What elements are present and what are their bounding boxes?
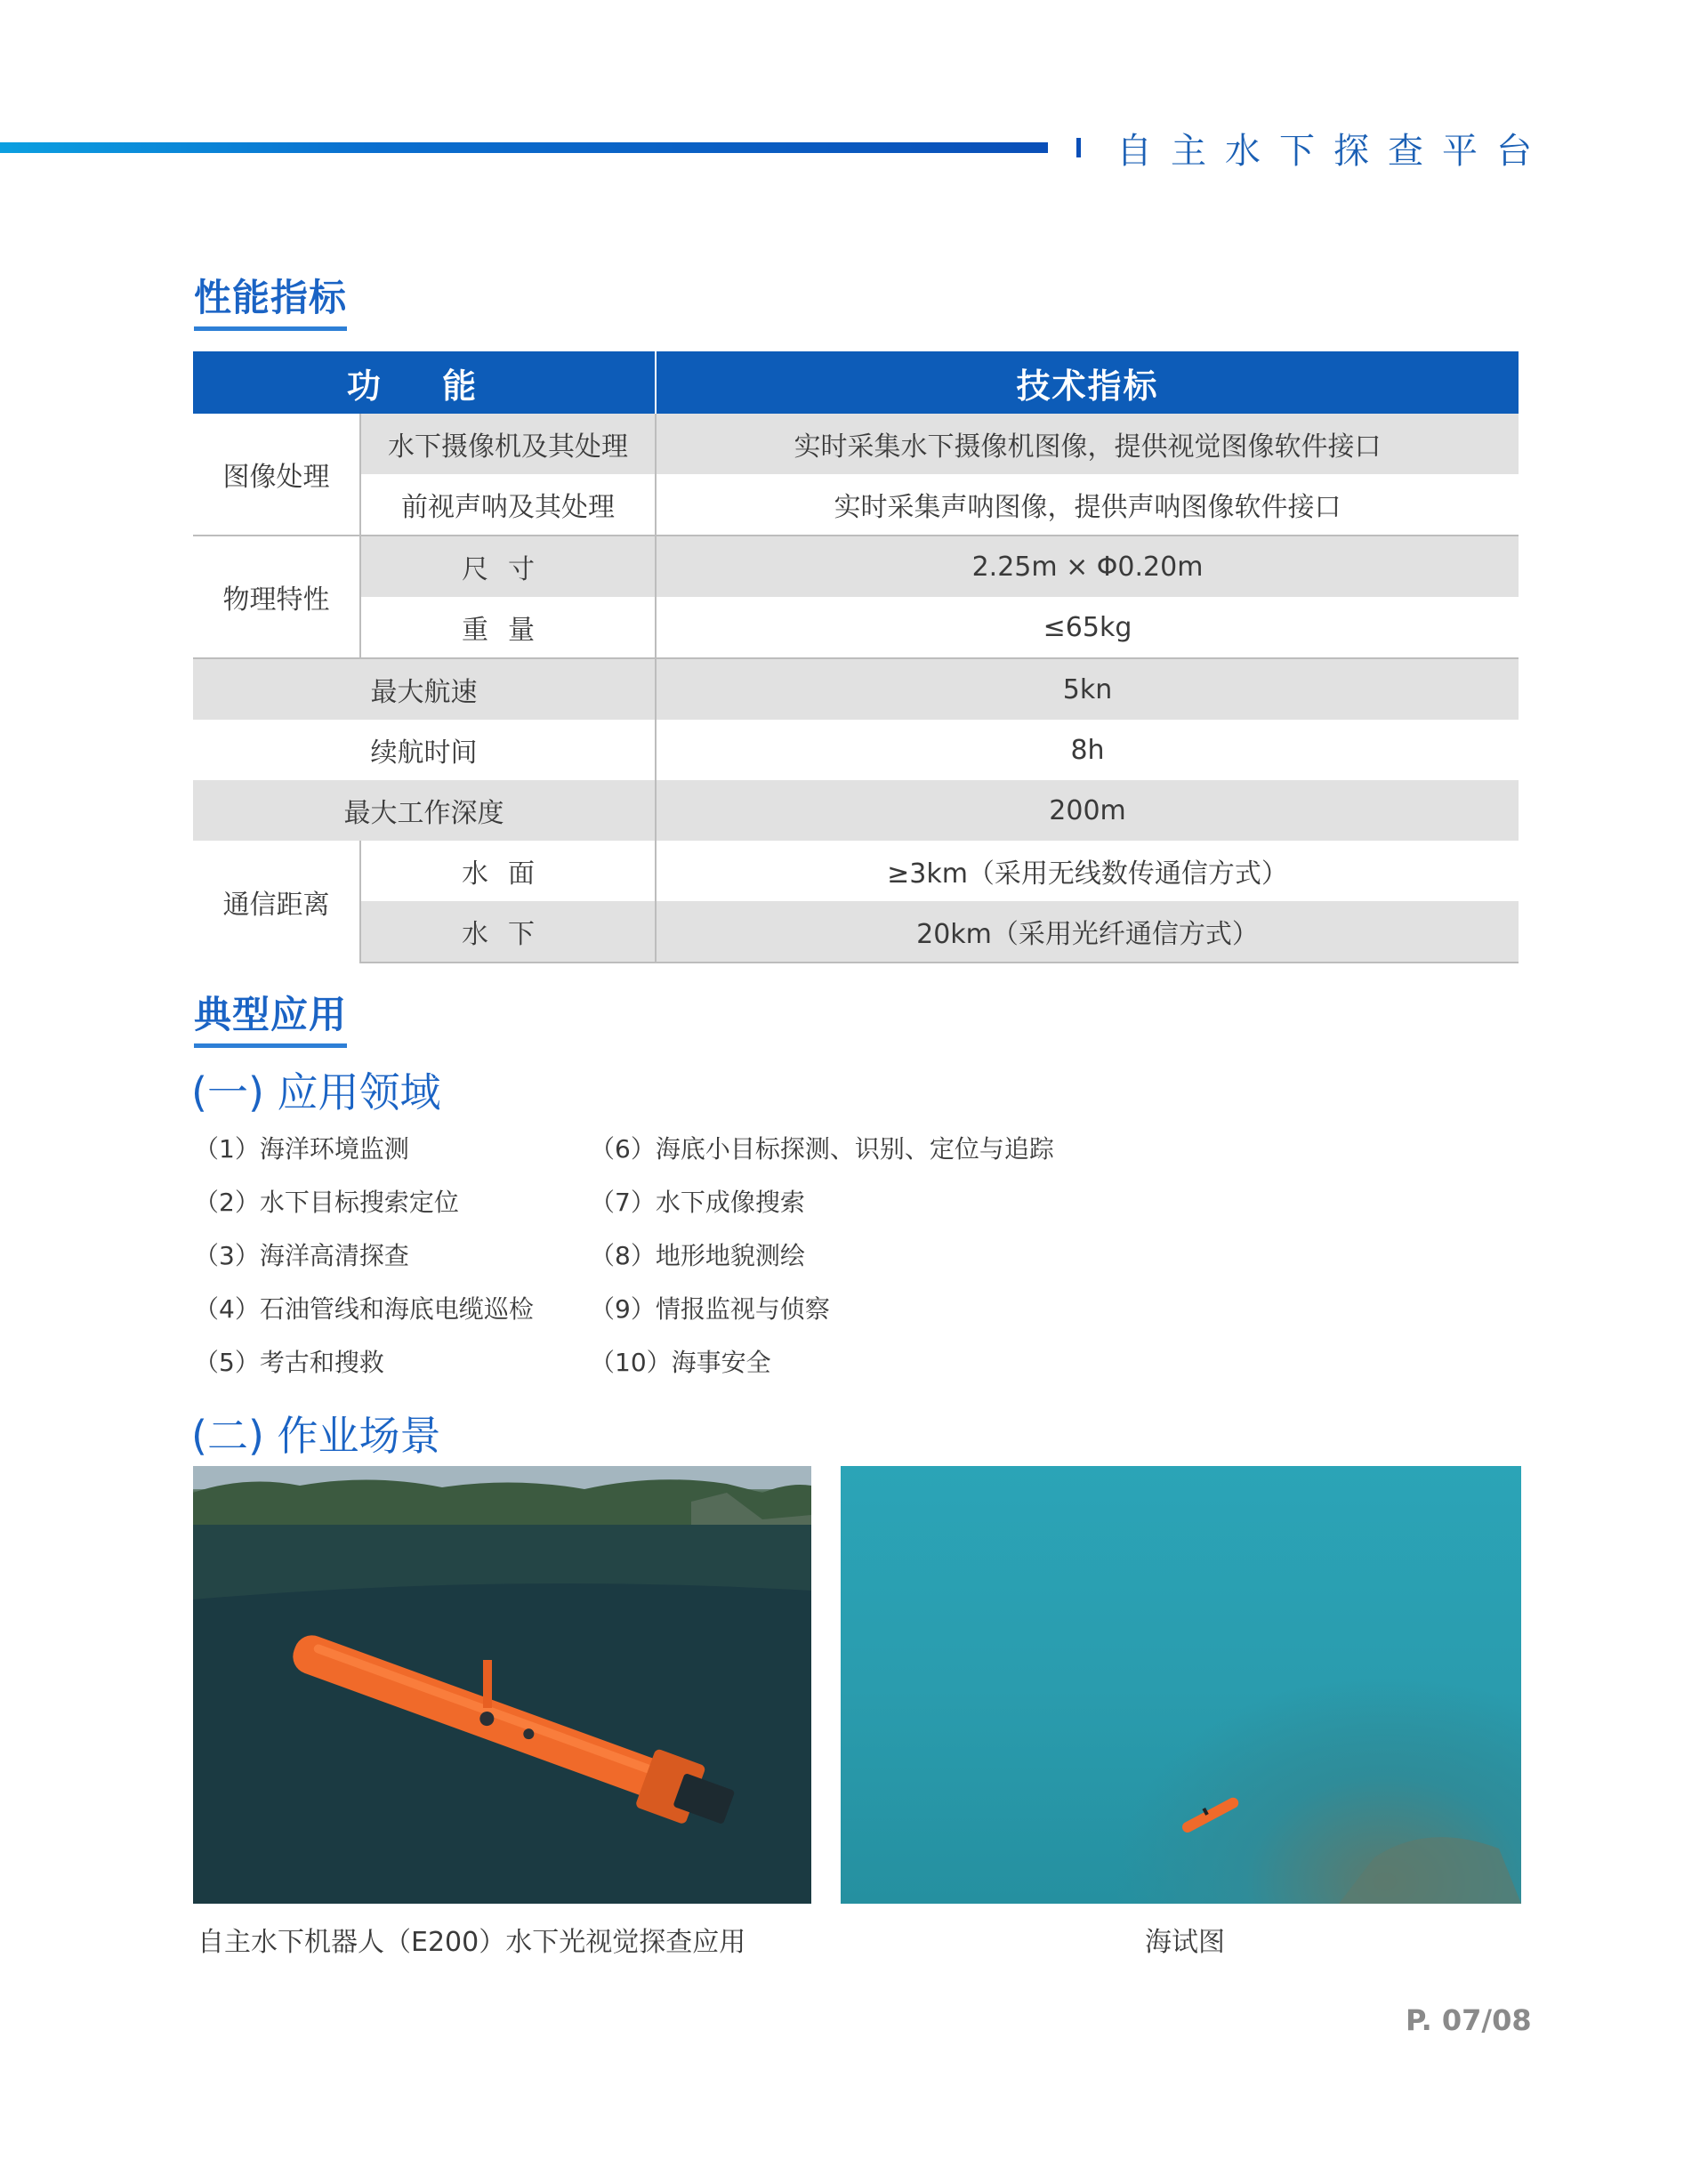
table-header-function: 功 能 (193, 351, 656, 414)
sea-trial-illustration (841, 1466, 1521, 1904)
row-spec: ≤65kg (1043, 611, 1132, 643)
table-row (193, 841, 1519, 901)
table-row (193, 597, 1519, 658)
row-spec: 8h (1070, 734, 1105, 766)
row-feature: 最大航速 (193, 658, 656, 720)
row-feature: 水下摄像机及其处理 (360, 414, 656, 474)
header-divider (1076, 138, 1081, 157)
row-spec: 实时采集水下摄像机图像，提供视觉图像软件接口 (656, 414, 1519, 474)
row-feature: 前视声呐及其处理 (360, 474, 656, 536)
row-category: 物理特性 (193, 536, 360, 658)
table-row (193, 901, 1519, 963)
section-title-performance: 性能指标 (194, 269, 347, 322)
photo-lake-auv (193, 1466, 811, 1904)
header-title: 自主水下探查平台 (1116, 131, 1551, 172)
list-item: （1）海洋环境监测 (194, 1134, 409, 1164)
caption-photo-left: 自主水下机器人（E200）水下光视觉探查应用 (197, 1927, 746, 1958)
row-feature: 水下 (360, 901, 656, 963)
row-spec: 5kn (656, 658, 1519, 720)
table-row (193, 658, 1519, 720)
auv-lake-illustration (193, 1466, 811, 1904)
header-accent-bar (0, 142, 1048, 153)
list-item: （6）海底小目标探测、识别、定位与追踪 (590, 1134, 1054, 1164)
list-item: （2）水下目标搜索定位 (194, 1188, 459, 1217)
table-row (193, 474, 1519, 536)
row-category: 通信距离 (193, 841, 360, 963)
table-header-row (193, 351, 1519, 414)
list-item: （9）情报监视与侦察 (590, 1294, 830, 1324)
table-row (193, 536, 1519, 597)
row-feature: 续航时间 (193, 720, 656, 780)
table-row (193, 720, 1519, 780)
row-spec: 实时采集声呐图像，提供声呐图像软件接口 (834, 492, 1341, 523)
spec-table (193, 351, 1519, 963)
list-item: （3）海洋高清探查 (194, 1241, 409, 1270)
list-item: （8）地形地貌测绘 (590, 1241, 805, 1270)
list-item: （4）石油管线和海底电缆巡检 (194, 1294, 534, 1324)
row-category: 图像处理 (193, 414, 360, 536)
subtitle-scenes: (二) 作业场景 (191, 1412, 441, 1460)
list-item: （7）水下成像搜索 (590, 1188, 805, 1217)
table-header-spec: 技术指标 (656, 351, 1519, 414)
row-feature: 最大工作深度 (193, 780, 656, 841)
row-feature: 尺寸 (360, 536, 656, 597)
fields-list-right (590, 1130, 1054, 1397)
row-spec: 200m (656, 780, 1519, 841)
row-spec: 20km（采用光纤通信方式） (656, 901, 1519, 963)
table-row (193, 414, 1519, 474)
row-feature: 水面 (360, 841, 656, 901)
list-item: （10）海事安全 (590, 1348, 771, 1377)
row-feature: 重量 (360, 597, 656, 658)
subtitle-fields: (一) 应用领域 (191, 1068, 441, 1116)
caption-photo-right: 海试图 (1145, 1927, 1225, 1958)
page-number: P. 07/08 (1406, 2003, 1532, 2037)
list-item: （5）考古和搜救 (194, 1348, 384, 1377)
section-title-applications: 典型应用 (194, 986, 347, 1039)
fields-list-left (194, 1130, 534, 1397)
row-spec: ≥3km（采用无线数传通信方式） (887, 858, 1288, 890)
row-spec: 2.25m × Φ0.20m (656, 536, 1519, 597)
table-row (193, 780, 1519, 841)
photo-sea-trial (841, 1466, 1521, 1904)
